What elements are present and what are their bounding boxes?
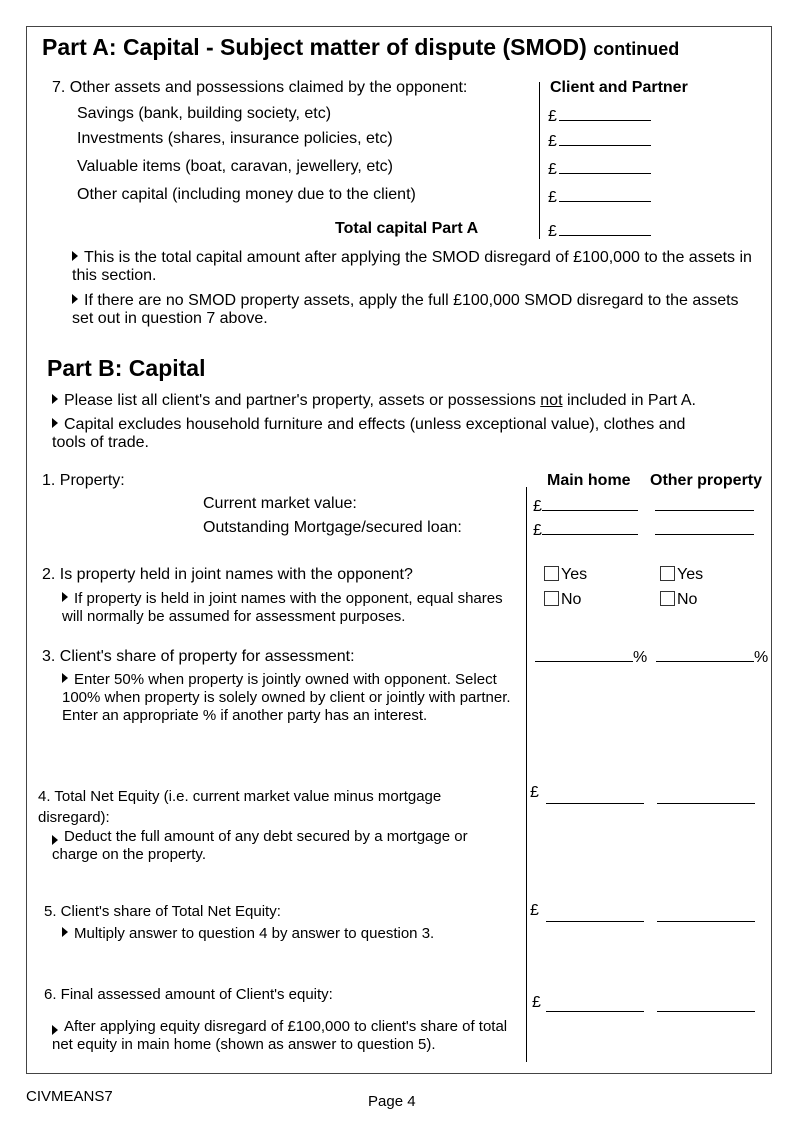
- mortgage-label: Outstanding Mortgage/secured loan:: [203, 519, 462, 536]
- q2-other-no[interactable]: No: [660, 591, 697, 609]
- part-b-intro-1: Please list all client's and partner's property, assets or possessions not included in Part A.: [52, 392, 696, 410]
- client-share-other-input[interactable]: [657, 906, 755, 922]
- market-value-other-input[interactable]: [655, 495, 754, 511]
- form-code: CIVMEANS7: [26, 1088, 113, 1105]
- market-value-main-input[interactable]: [542, 495, 638, 511]
- bullet-arrow-icon: [62, 592, 68, 602]
- q5-currency: £: [530, 902, 539, 919]
- mortgage-main-input[interactable]: [542, 519, 638, 535]
- part-a-title: Part A: Capital - Subject matter of dispute (SMOD) continued: [42, 34, 680, 60]
- q4-note: Deduct the full amount of any debt secured by a mortgage or charge on the property.: [52, 828, 468, 863]
- page-number: Page 4: [368, 1093, 416, 1110]
- part-a-divider: [539, 82, 540, 239]
- mortgage-main-field[interactable]: £: [533, 519, 638, 540]
- part-a-note-1: This is the total capital amount after applying the SMOD disregard of £100,000 to the assets in this section.: [72, 249, 752, 284]
- q6-label: 6. Final assessed amount of Client's equity:: [44, 986, 333, 1003]
- q6-note: After applying equity disregard of £100,000 to client's share of total net equity in main home (shown as answer to question 5).: [52, 1018, 508, 1053]
- q2-other-yes[interactable]: Yes: [660, 566, 703, 584]
- q6-currency: £: [532, 994, 541, 1011]
- total-capital-input[interactable]: [559, 220, 651, 236]
- investments-field[interactable]: £: [548, 130, 651, 151]
- total-capital-label: Total capital Part A: [335, 220, 479, 237]
- share-main-input[interactable]: [535, 646, 633, 662]
- q2-note: If property is held in joint names with the opponent, equal shares will normally be assumed for assessment purposes.: [62, 590, 503, 625]
- investments-input[interactable]: [559, 130, 651, 146]
- q5-label: 5. Client's share of Total Net Equity:: [44, 903, 281, 920]
- savings-input[interactable]: [559, 105, 651, 121]
- client-partner-header: Client and Partner: [550, 79, 688, 96]
- q5-note: Multiply answer to question 4 by answer to question 3.: [62, 925, 434, 942]
- valuables-input[interactable]: [559, 158, 651, 174]
- mortgage-other-input[interactable]: [655, 519, 754, 535]
- main-yes-checkbox[interactable]: [544, 566, 559, 581]
- q4-label: 4. Total Net Equity (i.e. current market value minus mortgage disregard):: [38, 788, 442, 826]
- bullet-arrow-icon: [72, 251, 78, 261]
- bullet-arrow-icon: [52, 1025, 58, 1035]
- q3-label: 3. Client's share of property for assessment:: [42, 648, 355, 665]
- other-property-header: Other property: [650, 472, 763, 489]
- other-yes-checkbox[interactable]: [660, 566, 675, 581]
- savings-label: Savings (bank, building society, etc): [77, 105, 332, 122]
- market-value-main-field[interactable]: £: [533, 495, 638, 516]
- q4-currency: £: [530, 784, 539, 801]
- net-equity-main-input[interactable]: [546, 788, 644, 804]
- q2-main-no[interactable]: No: [544, 591, 581, 609]
- q1-label: 1. Property:: [42, 472, 125, 489]
- final-equity-main-input[interactable]: [546, 996, 644, 1012]
- bullet-arrow-icon: [52, 835, 58, 845]
- other-no-checkbox[interactable]: [660, 591, 675, 606]
- final-equity-other-input[interactable]: [657, 996, 755, 1012]
- q3-main-field[interactable]: %: [535, 646, 647, 667]
- net-equity-other-input[interactable]: [657, 788, 755, 804]
- client-share-main-input[interactable]: [546, 906, 644, 922]
- main-no-checkbox[interactable]: [544, 591, 559, 606]
- bullet-arrow-icon: [72, 294, 78, 304]
- valuables-label: Valuable items (boat, caravan, jewellery, etc): [77, 158, 393, 175]
- q2-main-yes[interactable]: Yes: [544, 566, 587, 584]
- q3-note: Enter 50% when property is jointly owned with opponent. Select 100% when property is solely owned by client or jointly with partner. Enter an appropriate % if another party has an interest.: [62, 671, 511, 724]
- investments-label: Investments (shares, insurance policies, etc): [77, 130, 393, 147]
- share-other-input[interactable]: [656, 646, 754, 662]
- part-b-divider: [526, 487, 527, 1062]
- q2-label: 2. Is property held in joint names with the opponent?: [42, 566, 413, 583]
- savings-field[interactable]: £: [548, 105, 651, 126]
- total-capital-field[interactable]: £: [548, 220, 651, 241]
- main-home-header: Main home: [547, 472, 631, 489]
- bullet-arrow-icon: [62, 673, 68, 683]
- part-a-note-2: If there are no SMOD property assets, apply the full £100,000 SMOD disregard to the assets set out in question 7 above.: [72, 292, 739, 327]
- bullet-arrow-icon: [62, 927, 68, 937]
- part-b-title: Part B: Capital: [47, 355, 206, 381]
- bullet-arrow-icon: [52, 394, 58, 404]
- q3-other-field[interactable]: %: [656, 646, 768, 667]
- market-value-label: Current market value:: [203, 495, 357, 512]
- q7-label: 7. Other assets and possessions claimed by the opponent:: [52, 79, 468, 96]
- valuables-field[interactable]: £: [548, 158, 651, 179]
- other-capital-label: Other capital (including money due to the client): [77, 186, 416, 203]
- other-capital-field[interactable]: £: [548, 186, 651, 207]
- part-b-intro-2: Capital excludes household furniture and effects (unless exceptional value), clothes and tools of trade.: [52, 416, 686, 451]
- bullet-arrow-icon: [52, 418, 58, 428]
- other-capital-input[interactable]: [559, 186, 651, 202]
- continued-label: continued: [593, 39, 680, 59]
